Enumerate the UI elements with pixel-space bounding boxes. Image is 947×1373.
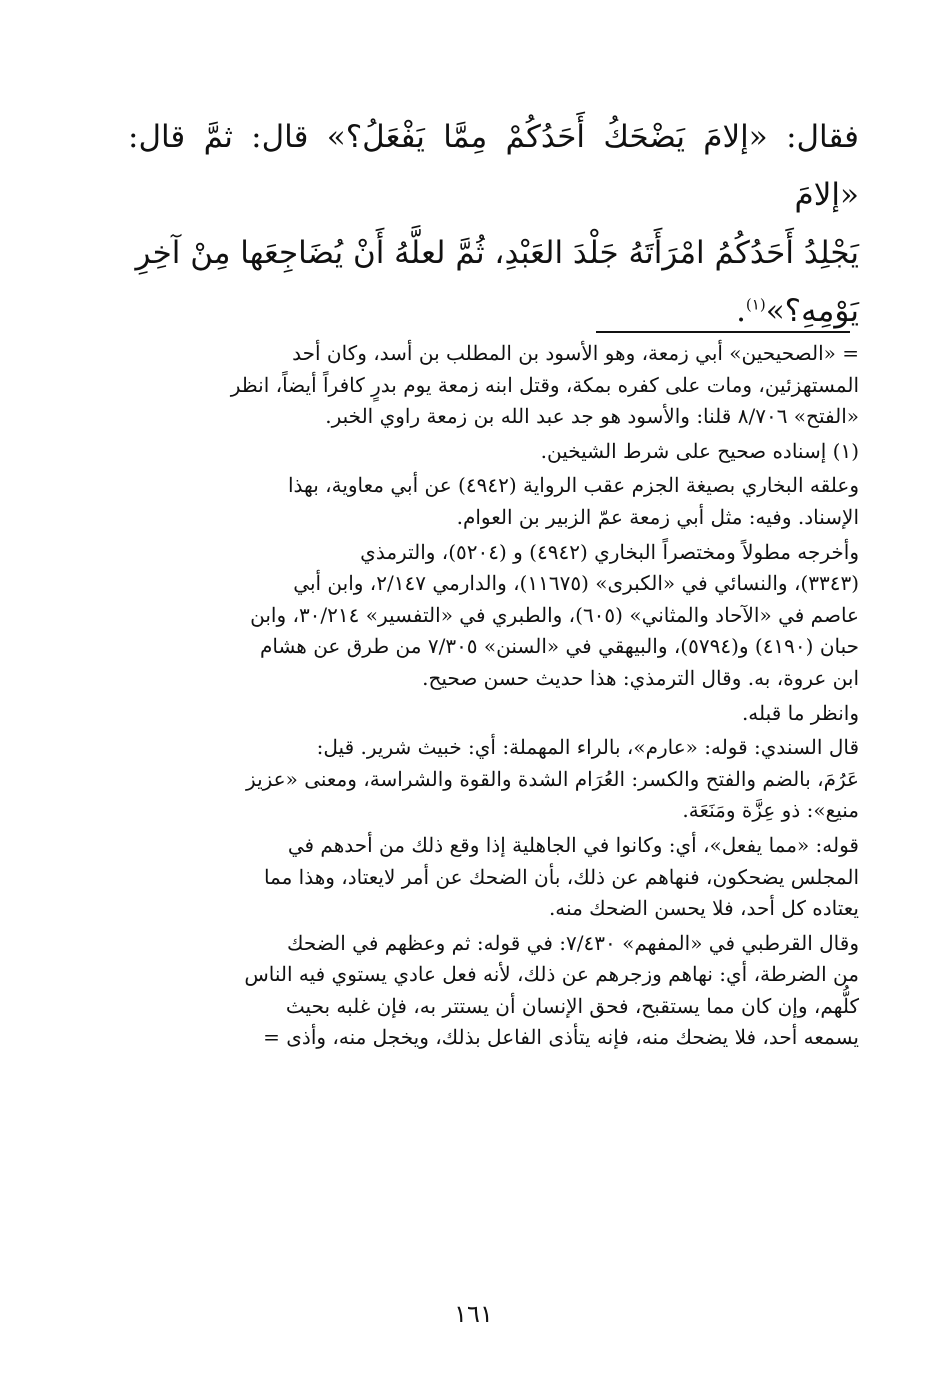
footnote-line: وأخرجه مطولاً ومختصراً البخاري (٤٩٤٢) و (٥٢٠٤)، والترمذي xyxy=(360,539,859,564)
footnote-line: «الفتح» ٨/٧٠٦ قلنا: والأسود هو جد عبد الله بن زمعة راوي الخبر. xyxy=(325,404,859,429)
main-line: يَجْلِدُ أَحَدُكُمُ امْرَأَتَهُ جَلْدَ العَبْدِ، ثُمَّ لعلَّهُ أَنْ يُضَاجِعَها مِنْ آخِرِ xyxy=(135,235,859,271)
footnote-line: المجلس يضحكون، فنهاهم عن ذلك، بأن الضحك عن أمر لايعتاد، وهذا مما xyxy=(263,864,859,889)
footnote-line: كلُّهم، وإن كان مما يستقبح، فحق الإنسان أن يستتر به، فإن غلبه بحيث xyxy=(285,993,859,1018)
footnote-paragraph xyxy=(148,537,859,695)
footnote-line: قال السندي: قوله: «عارم»، بالراء المهملة: أي: خبيث شرير. قيل: xyxy=(316,735,859,760)
footnote-paragraph xyxy=(148,830,859,925)
footnote-marker: (١) xyxy=(745,295,766,314)
footnote-line: قوله: «مما يفعل»، أي: وكانوا في الجاهلية إذا وقع ذلك من أحدهم في xyxy=(287,832,859,857)
footnote-line: الإسناد. وفيه: مثل أبي زمعة عمّ الزبير بن العوام. xyxy=(456,504,859,529)
footnote-line: من الضرطة، أي: نهاهم وزجرهم عن ذلك، لأنه فعل عادي يستوي فيه الناس xyxy=(244,962,859,987)
footnote-separator xyxy=(596,331,850,333)
footnote-line: وانظر ما قبله. xyxy=(741,700,859,725)
footnote-continuation xyxy=(148,338,859,433)
footnote-paragraph xyxy=(148,698,859,730)
page-number: ١٦١ xyxy=(454,1300,493,1328)
footnote-paragraph xyxy=(148,928,859,1054)
main-line-text: يَوْمِهِ؟» xyxy=(765,293,859,329)
end-punctuation: . xyxy=(736,293,746,329)
main-line: فقال: «إلامَ يَضْحَكُ أَحَدُكُمْ مِمَّا يَفْعَلُ؟» قال: ثمَّ قال: «إلامَ xyxy=(128,119,859,213)
footnote-paragraph xyxy=(148,436,859,468)
footnote-line: يسمعه أحد، فلا يضحك منه، فإنه يتأذى الفاعل بذلك، ويخجل منه، وأذى = xyxy=(263,1025,859,1050)
footnote-line: وعلقه البخاري بصيغة الجزم عقب الرواية (٤٩٤٢) عن أبي معاوية، بهذا xyxy=(287,473,859,498)
footnote-line: (٣٣٤٣)، والنسائي في «الكبرى» (١١٦٧٥)، والدارمي ٢/١٤٧، وابن أبي xyxy=(293,571,859,596)
footnote-line: عاصم في «الآحاد والمثاني» (٦٠٥)، والطبري في «التفسير» ٣٠/٢١٤، وابن xyxy=(250,602,859,627)
footnote-line: (١) إسناده صحيح على شرط الشيخين. xyxy=(540,438,859,463)
footnote-paragraph xyxy=(148,732,859,827)
footnote-paragraph xyxy=(148,470,859,533)
footnote-line: المستهزئين، ومات على كفره بمكة، وقتل ابنه زمعة يوم بدرٍ كافراً أيضاً، انظر xyxy=(230,372,859,397)
footnote-line: يعتاده كل أحد، فلا يحسن الضحك منه. xyxy=(548,896,859,921)
footnote-line: = «الصحيحين» أبي زمعة، وهو الأسود بن المطلب بن أسد، وكان أحد xyxy=(292,341,859,365)
footnote-line: وقال القرطبي في «المفهم» ٧/٤٣٠: في قوله: ثم وعظهم في الضحك xyxy=(287,930,859,955)
footnote-line: منيع»: ذو عِزَّة ومَنَعَة. xyxy=(682,798,859,823)
footnote-line: ابن عروة، به. وقال الترمذي: هذا حديث حسن صحيح. xyxy=(422,665,859,690)
footnote-line: عَرُمَ، بالضم والفتح والكسر: العُرَام الشدة والقوة والشراسة، ومعنى «عزيز xyxy=(246,766,859,791)
footnote-line: حبان (٤١٩٠) و(٥٧٩٤)، والبيهقي في «السنن» ٧/٣٠٥ من طرق عن هشام xyxy=(259,634,859,659)
footnotes-section xyxy=(148,338,859,1054)
main-hadith-text xyxy=(128,108,859,340)
